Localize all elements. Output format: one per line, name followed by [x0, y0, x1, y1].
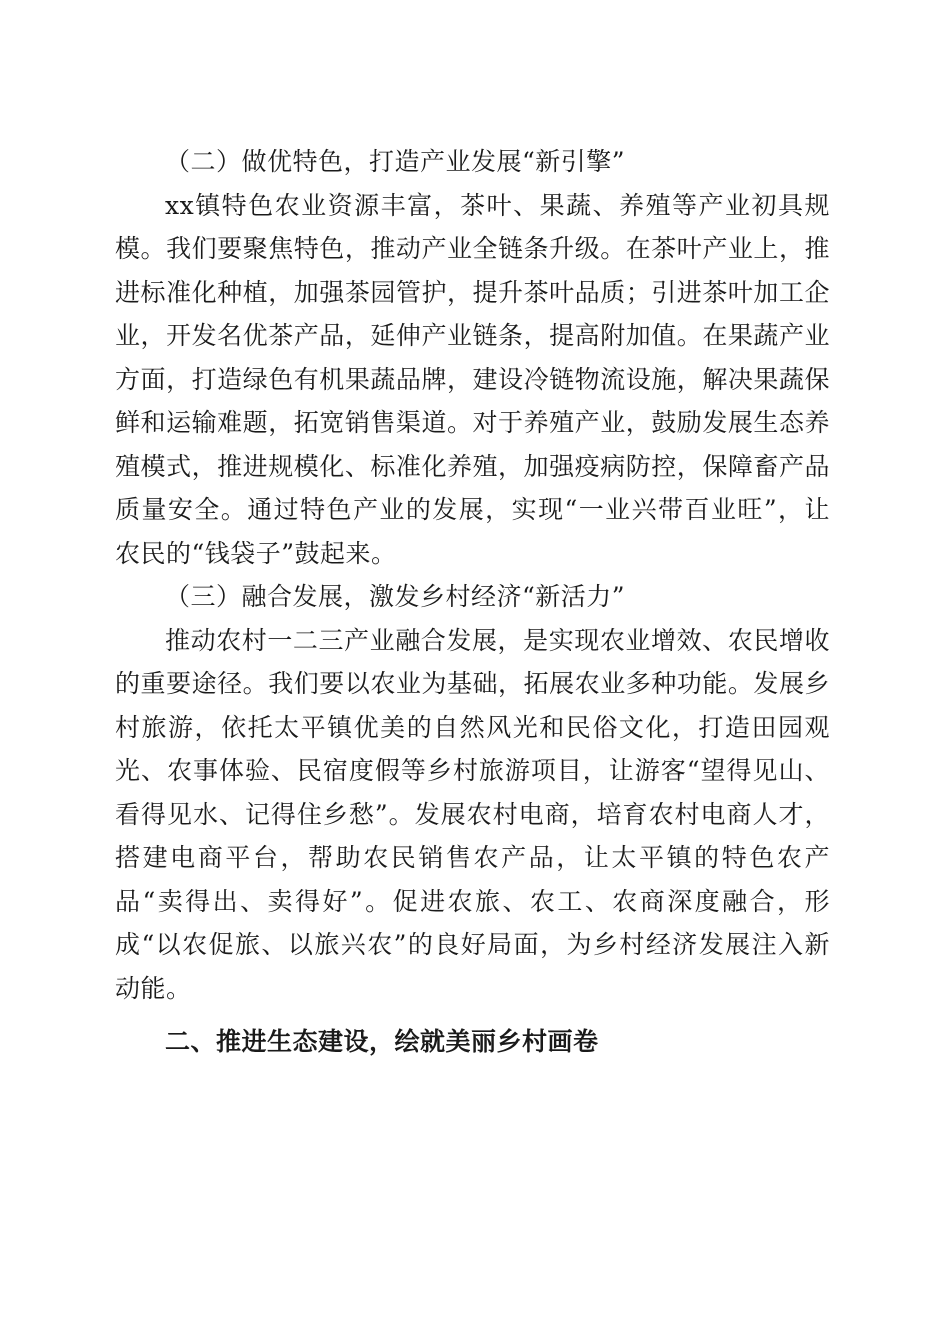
document-body	[115, 140, 830, 1064]
section-heading-3: （三）融合发展，激发乡村经济“新活力”	[165, 582, 626, 611]
section-paragraph-3: 推动农村一二三产业融合发展，是实现农业增效、农民增收的重要途径。我们要以农业为基础，拓展农业多种功能。发展乡村旅游，依托太平镇优美的自然风光和民俗文化，打造田园观光、农事体验、民宿度假等乡村旅游项目，让游客“望得见山、看得见水、记得住乡愁”。发展农村电商，培育农村电商人才，搭建电商平台，帮助农民销售农产品，让太平镇的特色农产品“卖得出、卖得好”。促进农旅、农工、农商深度融合，形成“以农促旅、以旅兴农”的良好局面，为乡村经济发展注入新动能。	[115, 625, 830, 1003]
section-paragraph-2: xx镇特色农业资源丰富，茶叶、果蔬、养殖等产业初具规模。我们要聚焦特色，推动产业全链条升级。在茶叶产业上，推进标准化种植，加强茶园管护，提升茶叶品质；引进茶叶加工企业，开发名优茶产品，延伸产业链条，提高附加值。在果蔬产业方面，打造绿色有机果蔬品牌，建设冷链物流设施，解决果蔬保鲜和运输难题，拓宽销售渠道。对于养殖产业，鼓励发展生态养殖模式，推进规模化、标准化养殖，加强疫病防控，保障畜产品质量安全。通过特色产业的发展，实现“一业兴带百业旺”，让农民的“钱袋子”鼓起来。	[115, 190, 830, 568]
section-heading-2: （二）做优特色，打造产业发展“新引擎”	[165, 147, 626, 176]
chapter-heading: 二、推进生态建设，绘就美丽乡村画卷	[165, 1027, 599, 1056]
